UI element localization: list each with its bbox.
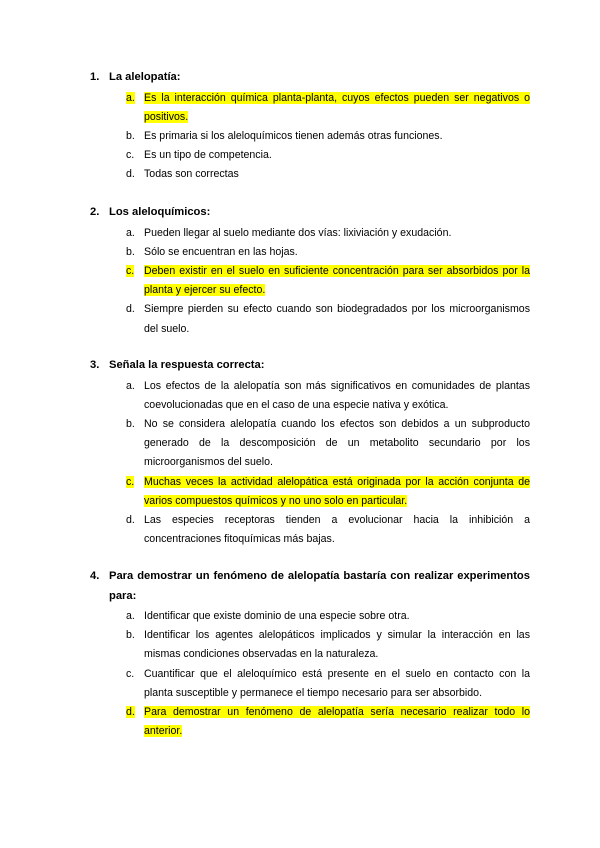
option-letter: b. bbox=[126, 417, 135, 430]
option-2a bbox=[126, 224, 530, 243]
option-letter: a. bbox=[126, 91, 135, 104]
option-letter: d. bbox=[126, 513, 135, 526]
question-heading bbox=[90, 356, 530, 376]
question-heading bbox=[90, 203, 530, 223]
option-4c bbox=[126, 665, 530, 703]
question-heading bbox=[90, 68, 530, 88]
question-text: Para demostrar un fenómeno de alelopatía bastaría con realizar experimentos para: bbox=[109, 570, 530, 602]
option-3b bbox=[126, 415, 530, 473]
option-text: Sólo se encuentran en las hojas. bbox=[144, 245, 298, 258]
option-4b bbox=[126, 626, 530, 664]
option-letter: c. bbox=[126, 149, 135, 162]
question-number: 1. bbox=[90, 71, 100, 83]
option-letter: c. bbox=[126, 475, 135, 488]
option-text: Identificar los agentes alelopáticos implicados y simular la interacción en las mismas condiciones observadas en la naturaleza. bbox=[144, 629, 530, 661]
option-letter: a. bbox=[126, 379, 135, 392]
option-2b bbox=[126, 243, 530, 262]
option-text: Es un tipo de competencia. bbox=[144, 149, 272, 162]
option-letter: d. bbox=[126, 706, 135, 719]
option-letter: a. bbox=[126, 226, 135, 239]
question-number: 3. bbox=[90, 359, 100, 371]
question-text: La alelopatía: bbox=[109, 71, 181, 83]
option-1b bbox=[126, 127, 530, 146]
option-text: Es primaria si los aleloquímicos tienen además otras funciones. bbox=[144, 129, 443, 142]
option-letter: c. bbox=[126, 667, 135, 680]
option-letter: d. bbox=[126, 168, 135, 181]
option-text: Deben existir en el suelo en suficiente concentración para ser absorbidos por la planta y ejercer su efecto. bbox=[144, 264, 530, 297]
question-3 bbox=[90, 356, 530, 549]
option-letter: d. bbox=[126, 303, 135, 316]
option-text: Es la interacción química planta-planta, cuyos efectos pueden ser negativos o positivos. bbox=[144, 91, 530, 123]
option-text: Para demostrar un fenómeno de alelopatía sería necesario realizar todo lo anterior. bbox=[144, 706, 530, 738]
option-4d bbox=[126, 703, 530, 741]
question-4 bbox=[90, 567, 530, 741]
option-2c bbox=[126, 262, 530, 300]
question-heading bbox=[90, 567, 530, 606]
question-1 bbox=[90, 68, 530, 185]
question-number: 2. bbox=[90, 206, 100, 218]
option-letter: b. bbox=[126, 129, 135, 142]
option-text: Identificar que existe dominio de una especie sobre otra. bbox=[144, 610, 410, 622]
option-letter: c. bbox=[126, 264, 135, 277]
option-text: Las especies receptoras tienden a evolucionar hacia la inhibición a concentraciones fitoquímicas más bajas. bbox=[144, 513, 530, 546]
option-1d bbox=[126, 165, 530, 184]
option-text: Cuantificar que el aleloquímico está presente en el suelo en contacto con la planta susceptible y permanece el tiempo necesario para ser absorbido. bbox=[144, 667, 530, 699]
option-3d bbox=[126, 511, 530, 549]
option-letter: b. bbox=[126, 629, 135, 642]
question-2 bbox=[90, 203, 530, 339]
option-text: Todas son correctas bbox=[144, 168, 239, 181]
option-text: Los efectos de la alelopatía son más significativos en comunidades de plantas coevolucionadas que en el caso de una especie nativa y exótica. bbox=[144, 379, 530, 411]
question-number: 4. bbox=[90, 570, 100, 582]
option-2d bbox=[126, 300, 530, 338]
option-text: Pueden llegar al suelo mediante dos vías: lixiviación y exudación. bbox=[144, 226, 452, 239]
option-3c bbox=[126, 473, 530, 511]
option-text: Siempre pierden su efecto cuando son biodegradados por los microorganismos del suelo. bbox=[144, 303, 530, 335]
question-text: Los aleloquímicos: bbox=[109, 206, 211, 218]
option-3a bbox=[126, 377, 530, 415]
question-text: Señala la respuesta correcta: bbox=[109, 359, 265, 371]
option-text: No se considera alelopatía cuando los efectos son debidos a un subproducto generado de la descomposición de un metabolito secundario por los microorganismos del suelo. bbox=[144, 417, 530, 469]
option-4a bbox=[126, 607, 530, 626]
option-letter: a. bbox=[126, 610, 135, 622]
option-text: Muchas veces la actividad alelopática está originada por la acción conjunta de varios compuestos químicos y no uno solo en particular. bbox=[144, 475, 530, 507]
option-1c bbox=[126, 146, 530, 165]
option-1a bbox=[126, 89, 530, 127]
option-letter: b. bbox=[126, 245, 135, 258]
